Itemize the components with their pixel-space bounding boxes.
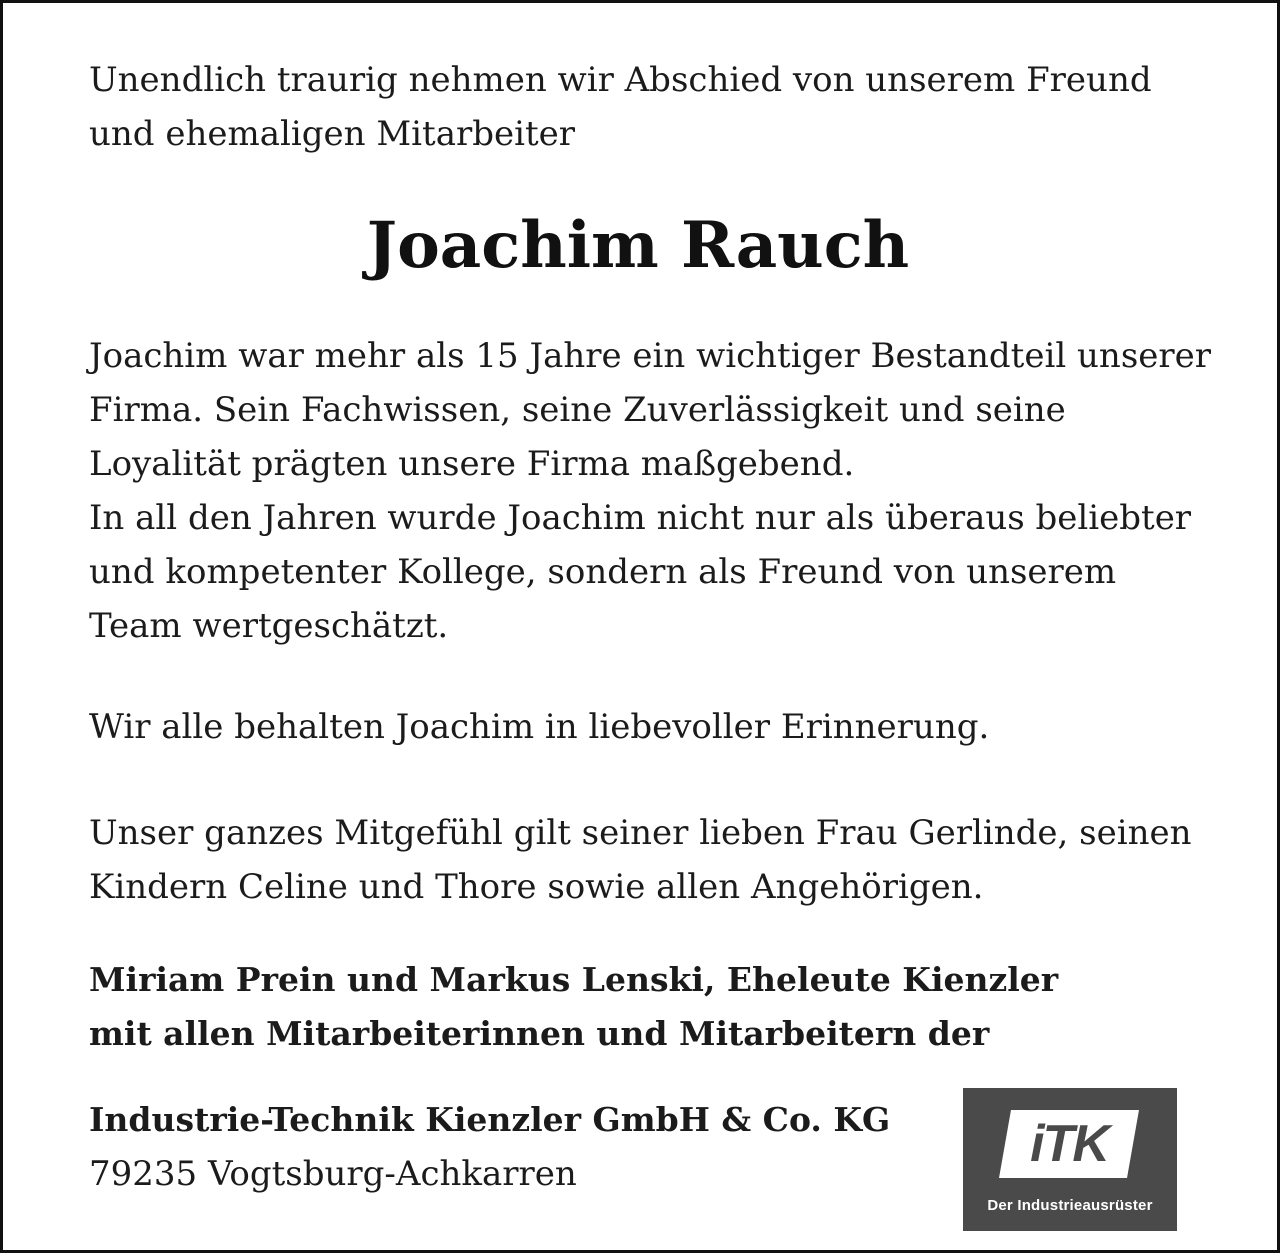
remembrance-paragraph: Wir alle behalten Joachim in liebevoller Erinnerung. [89,707,990,747]
logo-letters: iTK [1030,1115,1108,1173]
signature-line: mit allen Mitarbeiterinnen und Mitarbeitern der [89,1014,990,1053]
intro-line: und ehemaligen Mitarbeiter [89,114,576,154]
paragraph-line: In all den Jahren wurde Joachim nicht nur als überaus beliebter [89,498,1192,538]
paragraph-line: Unser ganzes Mitgefühl gilt seiner lieben Frau Gerlinde, seinen [89,813,1192,853]
paragraph-line: Joachim war mehr als 15 Jahre ein wichtiger Bestandteil unserer [89,336,1212,376]
signature-block [89,953,1058,1061]
intro-text [89,53,1152,161]
signature-line: Miriam Prein und Markus Lenski, Eheleute Kienzler [89,960,1059,999]
paragraph-line: Team wertgeschätzt. [89,606,449,646]
intro-line: Unendlich traurig nehmen wir Abschied von unserem Freund [89,60,1152,100]
itk-logo [963,1088,1177,1231]
deceased-name: Joachim Rauch [366,208,910,283]
condolence-paragraph [89,806,1192,914]
tribute-paragraph [89,329,1211,653]
company-city: 79235 Vogtsburg-Achkarren [89,1154,577,1194]
logo-tagline: Der Industrieausrüster [987,1197,1153,1214]
paragraph-line: und kompetenter Kollege, sondern als Freund von unserem [89,552,1117,592]
paragraph-line: Kindern Celine und Thore sowie allen Angehörigen. [89,867,984,907]
company-name: Industrie-Technik Kienzler GmbH & Co. KG [89,1100,891,1139]
paragraph-line: Firma. Sein Fachwissen, seine Zuverlässigkeit und seine [89,390,1066,430]
paragraph-line: Loyalität prägten unsere Firma maßgebend. [89,444,855,484]
